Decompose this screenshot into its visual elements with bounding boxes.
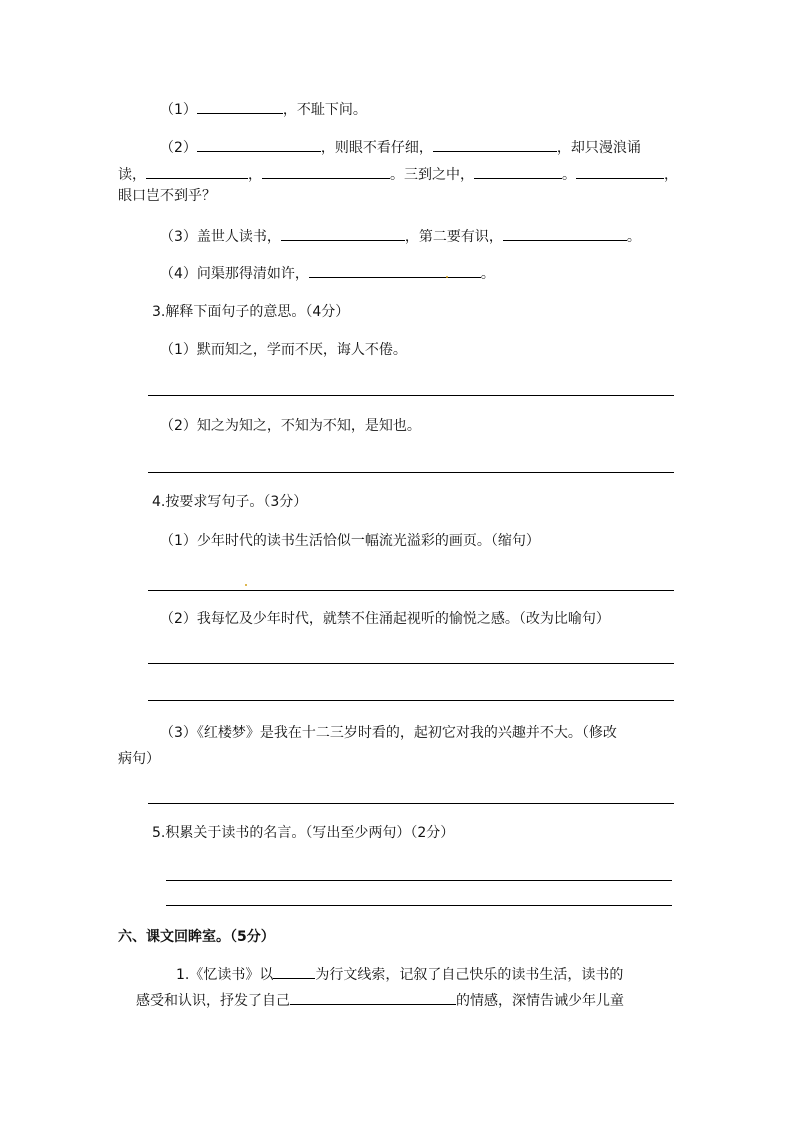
- q2-item-2-text-b: ，却只漫浪诵: [556, 140, 641, 156]
- q2-item-4: [160, 263, 495, 284]
- q2-item-3-label: （3）: [160, 229, 197, 245]
- answer-blank[interactable]: [262, 164, 390, 179]
- q4-item-1-answer-line[interactable]: [148, 590, 674, 591]
- speck-mark: [245, 584, 247, 586]
- answer-blank[interactable]: [197, 137, 321, 152]
- q5-answer-line-2[interactable]: [166, 905, 672, 906]
- q2-item-2-end-comma: ，: [664, 167, 678, 183]
- section-6-q1-line2-start: 感受和认识，抒发了自己: [136, 993, 290, 1009]
- q2-item-1-label: （1）: [160, 102, 197, 118]
- q4-item-2-answer-line-1[interactable]: [148, 663, 674, 664]
- q2-item-2-line-3: 眼口岂不到乎？: [118, 188, 216, 204]
- q2-item-2-comma: ，: [248, 167, 262, 183]
- q2-item-3-text-a: 盖世人读书，: [196, 229, 281, 245]
- q3-title: 3.解释下面句子的意思。（4分）: [152, 304, 350, 320]
- q4-item-1: （1）少年时代的读书生活恰似一幅流光溢彩的画页。（缩句）: [160, 533, 540, 549]
- section-6-q1-line-2: [136, 990, 624, 1011]
- answer-blank[interactable]: [146, 164, 248, 179]
- answer-blank[interactable]: [197, 99, 283, 114]
- section-6-title: 六、课文回眸室。（5分）: [118, 929, 275, 945]
- answer-blank[interactable]: [290, 990, 456, 1005]
- q2-item-2-line-1: [160, 137, 641, 158]
- q3-item-1: （1）默而知之，学而不厌，诲人不倦。: [160, 342, 407, 358]
- q3-item-2-answer-line[interactable]: [148, 472, 674, 473]
- section-6-q1-mid: 为行文线索，记叙了自己快乐的读书生活，读书的: [315, 967, 624, 983]
- q2-item-2-period: 。: [562, 167, 576, 183]
- q5-answer-line-1[interactable]: [166, 880, 672, 881]
- section-6-q1-start: 1.《忆读书》以: [176, 967, 274, 983]
- q4-title: 4.按要求写句子。（3分）: [152, 494, 308, 510]
- q2-item-4-period: 。: [480, 266, 495, 282]
- q4-item-3-line-1: （3）《红楼梦》是我在十二三岁时看的，起初它对我的兴趣并不大。（修改: [160, 725, 617, 741]
- answer-blank[interactable]: [433, 137, 557, 152]
- q2-item-2-text-a: ，则眼不看仔细，: [320, 140, 433, 156]
- answer-blank[interactable]: [474, 164, 562, 179]
- q2-item-2-line-2: [118, 164, 678, 185]
- q4-item-3-answer-line[interactable]: [148, 803, 674, 804]
- q4-item-3-line-2: 病句）: [118, 751, 160, 767]
- q4-item-2: （2）我每忆及少年时代，就禁不住涌起视听的愉悦之感。（改为比喻句）: [160, 611, 610, 627]
- q2-item-2-line2-start: 读，: [118, 167, 146, 183]
- q2-item-3-text-b: ，第二要有识，: [404, 229, 503, 245]
- q2-item-4-label: （4）: [160, 266, 197, 282]
- q2-item-3-period: 。: [626, 229, 641, 245]
- answer-blank[interactable]: [281, 226, 405, 241]
- section-6-q1-line-1: [176, 964, 623, 985]
- answer-blank[interactable]: [576, 164, 664, 179]
- q3-item-2: （2）知之为知之，不知为不知，是知也。: [160, 418, 421, 434]
- section-6-q1-line2-end: 的情感，深情告诫少年儿童: [456, 993, 624, 1009]
- answer-blank[interactable]: [273, 964, 315, 979]
- answer-blank[interactable]: [503, 226, 627, 241]
- q3-item-1-answer-line[interactable]: [148, 395, 674, 396]
- q2-item-2-label: （2）: [160, 140, 197, 156]
- q2-item-1: [160, 99, 367, 120]
- q5-title: 5.积累关于读书的名言。（写出至少两句）（2分）: [152, 825, 455, 841]
- q2-item-2-text-c: 。三到之中，: [390, 167, 474, 183]
- speck-mark: [446, 276, 448, 278]
- q2-item-1-text: ，不耻下问。: [282, 102, 367, 118]
- q4-item-2-answer-line-2[interactable]: [148, 700, 674, 701]
- q2-item-4-text-a: 问渠那得清如许，: [196, 266, 309, 282]
- q2-item-3: [160, 226, 641, 247]
- answer-blank[interactable]: [309, 263, 481, 278]
